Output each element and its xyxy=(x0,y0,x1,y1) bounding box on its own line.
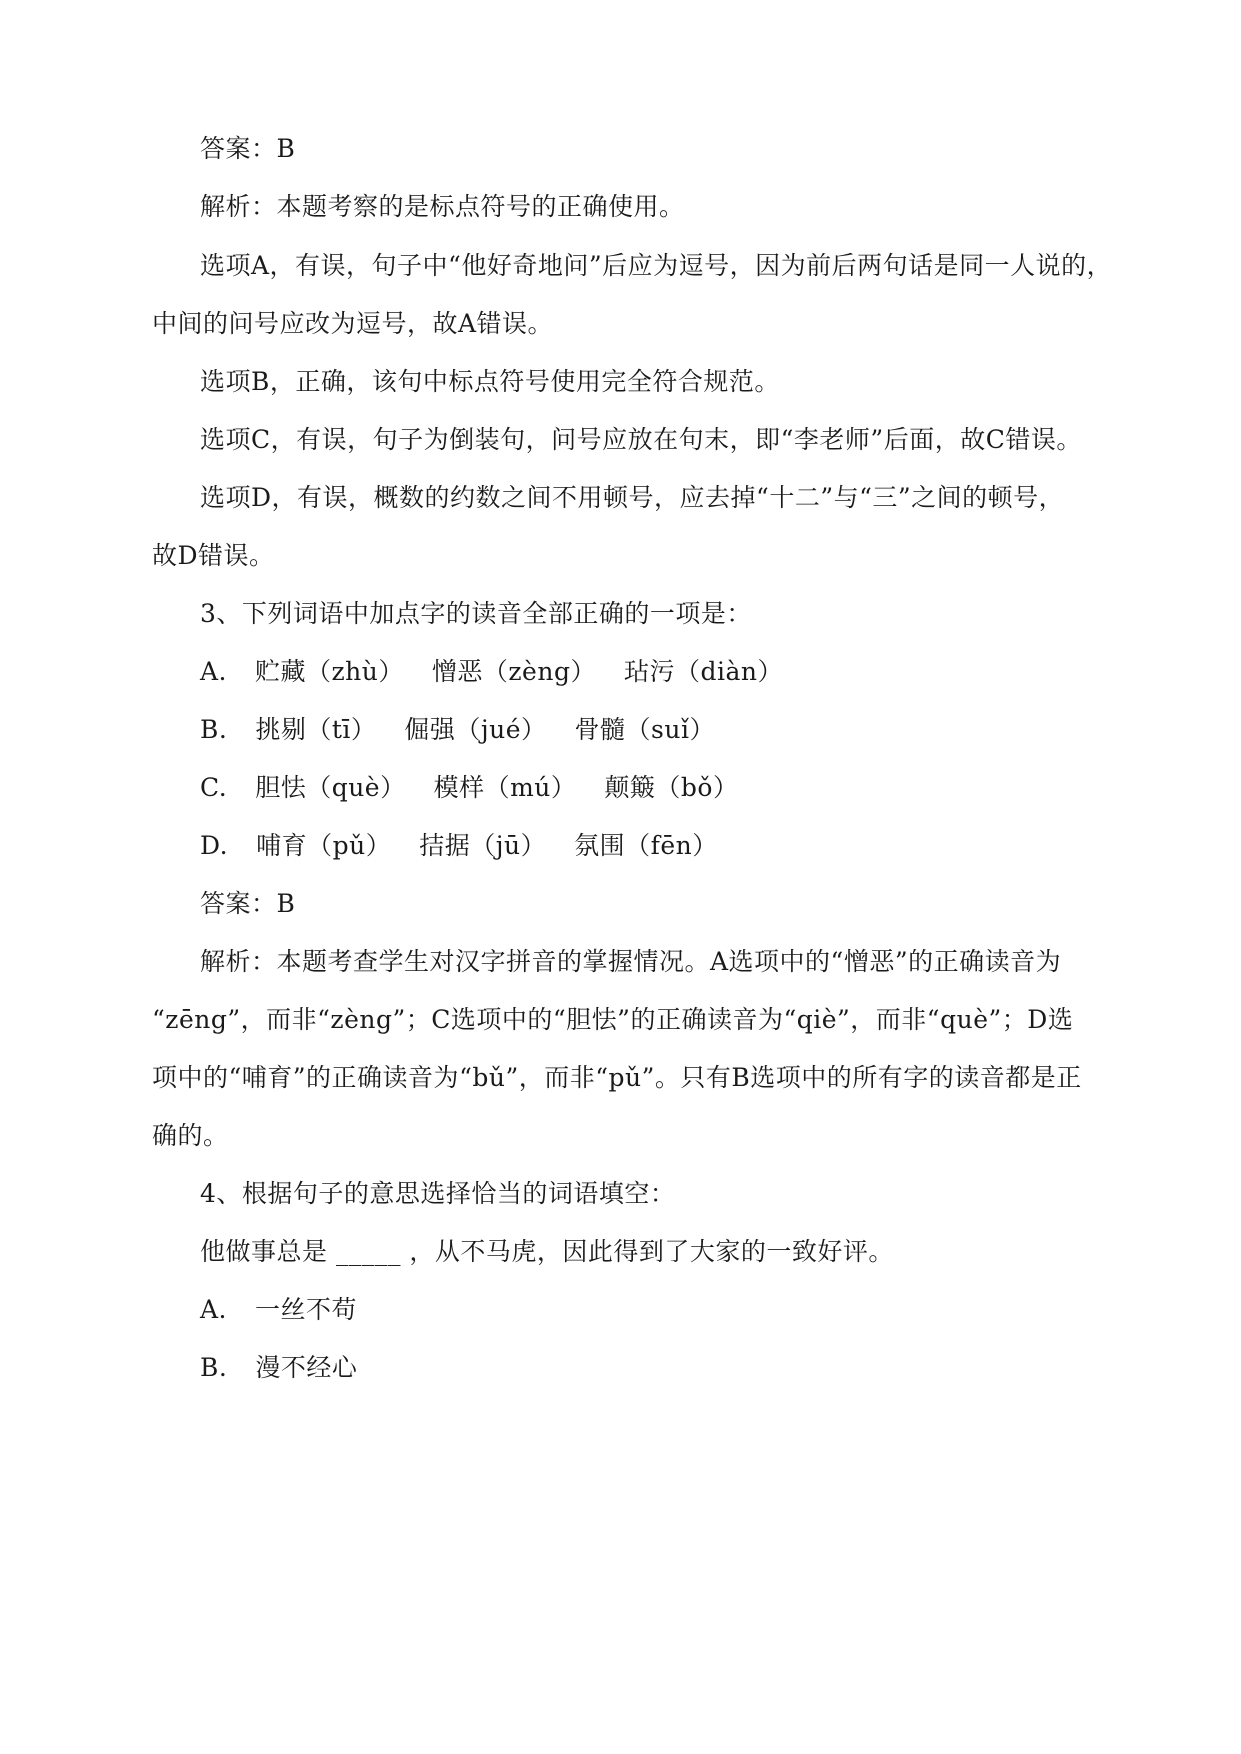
option-word: 拮据（jū） xyxy=(419,831,547,860)
option-word: 氛围（fēn） xyxy=(574,831,718,860)
q2-option-b-explanation: 选项B，正确，该句中标点符号使用完全符合规范。 xyxy=(200,367,780,396)
q3-analysis-line3: 项中的“哺育”的正确读音为“bǔ”，而非“pǔ”。只有B选项中的所有字的读音都是正 xyxy=(152,1063,1082,1092)
q3-question: 3、下列词语中加点字的读音全部正确的一项是： xyxy=(200,599,752,628)
option-text: 一丝不苟 xyxy=(255,1295,358,1324)
option-word: 骨髓（suǐ） xyxy=(574,715,715,744)
option-word: 憎恶（zèng） xyxy=(431,657,596,686)
q3-option-c xyxy=(200,770,1150,806)
option-label: A. xyxy=(200,657,228,686)
q3-answer: 答案：B xyxy=(200,889,296,918)
option-label: B. xyxy=(200,715,228,744)
q4-option-b xyxy=(200,1350,1150,1386)
q3-option-a xyxy=(200,654,1150,690)
q2-answer: 答案：B xyxy=(200,134,296,163)
option-word: 挑剔（tī） xyxy=(255,715,377,744)
q2-option-d-explanation-line2: 故D错误。 xyxy=(152,541,275,570)
option-word: 胆怯（què） xyxy=(255,773,406,802)
q2-option-d-explanation-line1: 选项D，有误，概数的约数之间不用顿号，应去掉“十二”与“三”之间的顿号， xyxy=(200,483,1065,512)
option-label: A. xyxy=(200,1295,228,1324)
q2-option-c-explanation: 选项C，有误，句子为倒装句，问号应放在句末，即“李老师”后面，故C错误。 xyxy=(200,425,1082,454)
option-word: 哺育（pǔ） xyxy=(256,831,392,860)
q2-option-a-explanation-line1: 选项A，有误，句子中“他好奇地问”后应为逗号，因为前后两句话是同一人说的， xyxy=(200,251,1113,280)
q2-analysis: 解析：本题考察的是标点符号的正确使用。 xyxy=(200,192,685,221)
option-word: 模样（mú） xyxy=(433,773,577,802)
option-word: 颠簸（bǒ） xyxy=(604,773,739,802)
option-word: 倔强（jué） xyxy=(404,715,547,744)
q2-option-a-explanation-line2: 中间的问号应改为逗号，故A错误。 xyxy=(152,309,554,338)
q4-question: 4、根据句子的意思选择恰当的词语填空： xyxy=(200,1179,676,1208)
q3-analysis-line4: 确的。 xyxy=(152,1121,229,1150)
option-label: D. xyxy=(200,831,229,860)
option-word: 玷污（diàn） xyxy=(623,657,783,686)
q3-option-d xyxy=(200,828,1150,864)
q3-option-b xyxy=(200,712,1150,748)
q4-option-a xyxy=(200,1292,1150,1328)
q3-analysis-line2: “zēng”，而非“zèng”；C选项中的“胆怯”的正确读音为“qiè”，而非“què”；D选 xyxy=(152,1005,1074,1034)
option-word: 贮藏（zhù） xyxy=(255,657,404,686)
option-label: C. xyxy=(200,773,228,802)
q3-analysis-line1: 解析：本题考查学生对汉字拼音的掌握情况。A选项中的“憎恶”的正确读音为 xyxy=(200,947,1062,976)
q4-sentence: 他做事总是 _____ ，从不马虎，因此得到了大家的一致好评。 xyxy=(200,1237,894,1266)
option-text: 漫不经心 xyxy=(255,1353,358,1382)
option-label: B. xyxy=(200,1353,228,1382)
